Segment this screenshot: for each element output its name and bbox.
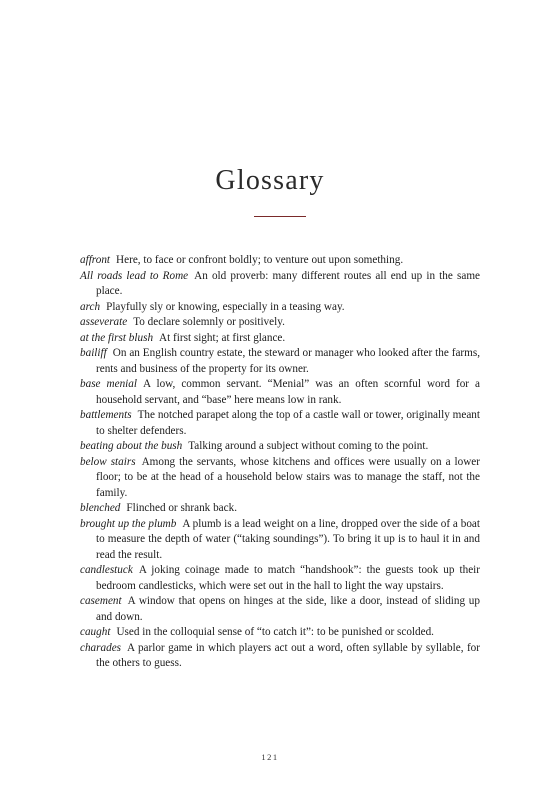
glossary-definition: Playfully sly or knowing, especially in a teasing way.: [106, 300, 345, 313]
glossary-entry: [80, 455, 480, 502]
glossary-definition: The notched parapet along the top of a castle wall or tower, originally meant to shelter defenders.: [96, 409, 480, 437]
glossary-term: affront: [80, 254, 111, 266]
page-number: 121: [261, 752, 279, 762]
glossary-definition: A joking coinage made to match “handshook”: the guests took up their bedroom candlesticks, which were set out in the hall to light the way upstairs.: [96, 564, 480, 592]
glossary-definition: A window that opens on hinges at the side, like a door, instead of sliding up and down.: [96, 595, 480, 623]
glossary-term: battlements: [80, 409, 132, 421]
glossary-term: All roads lead to Rome: [80, 269, 189, 282]
glossary-definition: At first sight; at first glance.: [159, 331, 286, 344]
glossary-entry: [80, 269, 480, 300]
glossary-entry: [80, 594, 480, 625]
glossary-entry: [80, 501, 480, 517]
glossary-term: bailiff: [80, 347, 107, 359]
glossary-term: charades: [80, 641, 122, 654]
glossary-term: caught: [80, 626, 111, 638]
glossary-entry: [80, 315, 480, 331]
glossary-entry: [80, 253, 480, 269]
glossary-list: [80, 253, 480, 672]
glossary-entry: [80, 346, 480, 377]
glossary-definition: A plumb is a lead weight on a line, dropped over the side of a boat to measure the depth of water (“taking soundings”). To bring it up is to haul it in and read the result.: [96, 517, 480, 561]
glossary-term: beating about the bush: [80, 440, 183, 452]
glossary-entry: [80, 563, 480, 594]
glossary-entry: [80, 517, 480, 564]
glossary-term: candlestuck: [80, 564, 133, 576]
glossary-term: asseverate: [80, 316, 128, 328]
glossary-entry: [80, 331, 480, 347]
glossary-entry: [80, 377, 480, 408]
glossary-term: casement: [80, 595, 122, 607]
glossary-term: blenched: [80, 502, 121, 514]
glossary-term: at the first blush: [80, 331, 154, 344]
glossary-definition: Here, to face or confront boldly; to venture out upon something.: [116, 254, 404, 266]
glossary-entry: [80, 641, 480, 672]
glossary-term: below stairs: [80, 455, 136, 468]
title-divider: [254, 216, 306, 217]
glossary-definition: A low, common servant. “Menial” was an often scornful word for a household servant, and “base” here means low in rank.: [96, 378, 480, 406]
glossary-definition: On an English country estate, the steward or manager who looked after the farms, rents and business of the property for its owner.: [96, 347, 480, 375]
page-title: Glossary: [215, 165, 325, 196]
glossary-definition: Talking around a subject without coming to the point.: [188, 440, 429, 452]
glossary-definition: An old proverb: many different routes all end up in the same place.: [96, 269, 480, 297]
glossary-entry: [80, 439, 480, 455]
glossary-definition: Used in the colloquial sense of “to catch it”: to be punished or scolded.: [116, 626, 434, 638]
glossary-entry: [80, 300, 480, 316]
glossary-term: arch: [80, 300, 101, 313]
glossary-term: brought up the plumb: [80, 517, 177, 530]
glossary-definition: To declare solemnly or positively.: [133, 316, 285, 328]
glossary-entry: [80, 408, 480, 439]
glossary-definition: Among the servants, whose kitchens and offices were usually on a lower floor; to be at the head of a household below stairs was to manage the staff, not the family.: [96, 455, 480, 499]
glossary-entry: [80, 625, 480, 641]
glossary-term: base menial: [80, 378, 137, 390]
glossary-definition: Flinched or shrank back.: [126, 502, 237, 514]
glossary-definition: A parlor game in which players act out a word, often syllable by syllable, for the others to guess.: [96, 641, 480, 669]
